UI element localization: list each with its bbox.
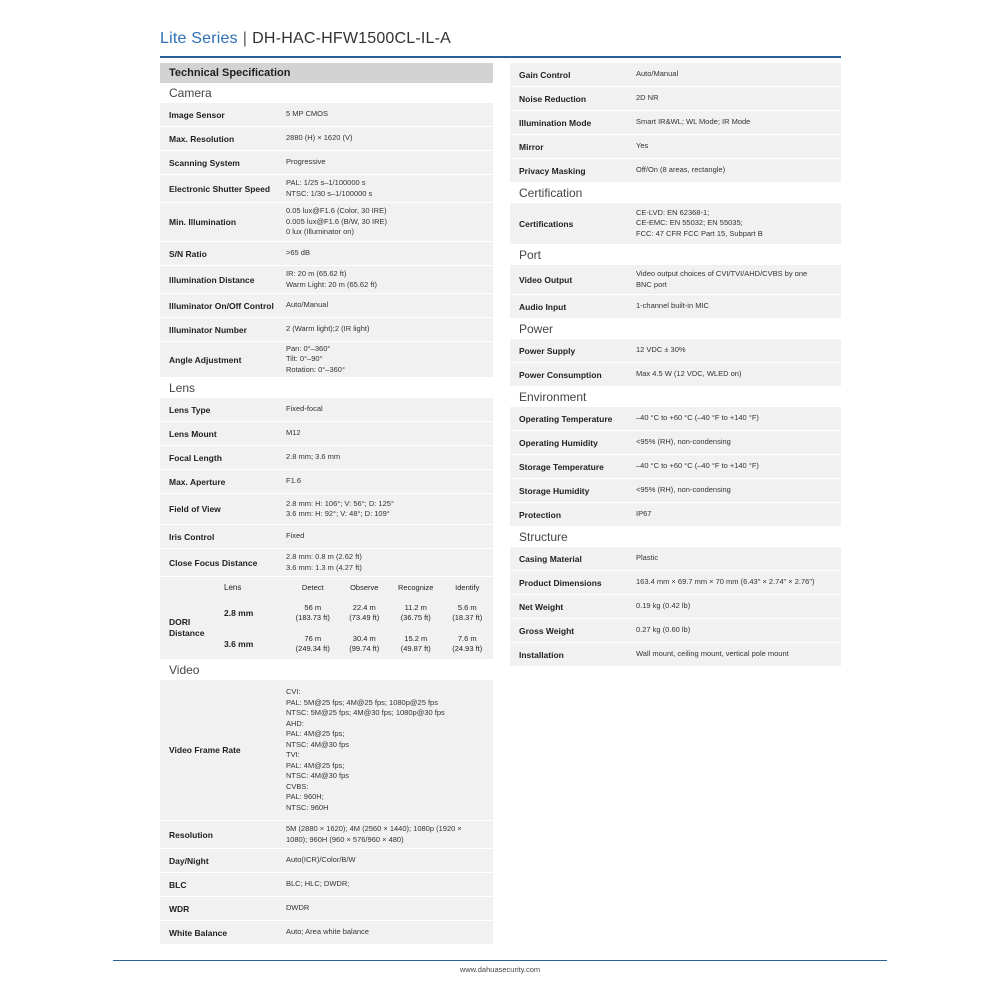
spec-value: –40 °C to +60 °C (–40 °F to +140 °F) [636, 413, 759, 423]
page-header [160, 30, 451, 48]
spec-label: Product Dimensions [519, 577, 602, 588]
spec-value: Smart IR&WL; WL Mode; IR Mode [636, 117, 751, 127]
spec-label: Protection [519, 509, 562, 520]
spec-value: 0.19 kg (0.42 lb) [636, 601, 691, 611]
spec-label: Illuminator On/Off Control [169, 300, 274, 311]
section-video-cont [510, 63, 841, 183]
spec-label: Certifications [519, 218, 574, 229]
dori-header-row [160, 577, 493, 597]
spec-value: CVI: PAL: 5M@25 fps; 4M@25 fps; 1080p@25 fps NTSC: 5M@25 fps; 4M@30 fps; 1080p@30 fps AHD: PAL: 4M@25 fps; NTSC: 4M@30 fps TVI: PAL: 4M@25 fps; NTSC: 4M@30 fps CVBS: PAL: 960H; NTSC: 960H [286, 687, 445, 812]
right-column [510, 63, 841, 667]
spec-label: Casing Material [519, 553, 582, 564]
spec-value: Yes [636, 141, 649, 151]
spec-row [160, 525, 493, 549]
spec-label: Iris Control [169, 531, 215, 542]
section-title: Environment [519, 390, 587, 404]
spec-label: Storage Temperature [519, 461, 604, 472]
spec-row [160, 342, 493, 378]
spec-value: 2.8 mm: H: 106°; V: 56°; D: 125° 3.6 mm: H: 92°; V: 48°; D: 109° [286, 498, 394, 518]
spec-value: 2 (Warm light);2 (IR light) [286, 324, 370, 334]
dori-cell: 76 m (249.34 ft) [295, 633, 330, 653]
spec-value: Auto; Area white balance [286, 927, 369, 937]
section-lens [160, 378, 493, 660]
tech-spec-title: Technical Specification [160, 63, 493, 83]
spec-value: 2D NR [636, 93, 659, 103]
spec-row [160, 446, 493, 470]
spec-label: Lens Type [169, 404, 211, 415]
footer-rule [113, 960, 887, 961]
spec-value: <95% (RH), non-condensing [636, 437, 731, 447]
spec-label: Lens Mount [169, 428, 217, 439]
spec-label: Image Sensor [169, 109, 225, 120]
spec-row [510, 265, 841, 295]
dori-cell: 5.6 m (18.37 ft) [452, 602, 483, 622]
spec-label: Noise Reduction [519, 93, 587, 104]
spec-row [160, 266, 493, 294]
section-port [510, 245, 841, 319]
spec-row [510, 431, 841, 455]
spec-value: >65 dB [286, 248, 310, 258]
dori-row [222, 597, 493, 628]
spec-label: Gross Weight [519, 625, 575, 636]
spec-row [510, 455, 841, 479]
dori-column-header: Observe [350, 582, 379, 592]
dori-cell: 7.6 m (24.93 ft) [452, 633, 483, 653]
spec-value: Auto(ICR)/Color/B/W [286, 855, 356, 865]
spec-value: F1.6 [286, 476, 302, 486]
spec-label: Max. Resolution [169, 133, 235, 144]
spec-label: Operating Humidity [519, 437, 598, 448]
footer-url: www.dahuasecurity.com [459, 965, 541, 974]
spec-value: IR: 20 m (65.62 ft) Warm Light: 20 m (65.62 ft) [286, 269, 378, 289]
spec-label: Illumination Distance [169, 274, 255, 285]
spec-value: 1-channel built-in MIC [636, 301, 709, 311]
dori-row [222, 628, 493, 659]
spec-value: 0.05 lux@F1.6 (Color, 30 IRE) 0.005 lux@F1.6 (B/W, 30 IRE) 0 lux (Illuminator on) [286, 206, 387, 237]
section-title: Video [169, 663, 200, 677]
dori-cell: 56 m (183.73 ft) [295, 602, 330, 622]
spec-value: Auto/Manual [286, 300, 329, 310]
spec-value: Off/On (8 areas, rectangle) [636, 165, 726, 175]
spec-label: Audio Input [519, 301, 567, 312]
spec-row [160, 398, 493, 422]
dori-column-header: Detect [301, 582, 324, 592]
section-camera [160, 83, 493, 378]
spec-row [160, 127, 493, 151]
spec-row [160, 494, 493, 525]
spec-row [160, 470, 493, 494]
spec-row [160, 921, 493, 945]
spec-row [510, 135, 841, 159]
spec-label: Gain Control [519, 69, 571, 80]
spec-label: Close Focus Distance [169, 557, 258, 568]
spec-value: 163.4 mm × 69.7 mm × 70 mm (6.43" × 2.74" × 2.76") [636, 577, 815, 587]
spec-value: 2880 (H) × 1620 (V) [286, 133, 353, 143]
spec-value: 0.27 kg (0.60 lb) [636, 625, 691, 635]
spec-row [160, 897, 493, 921]
spec-value: IP67 [636, 509, 652, 519]
spec-value: Fixed-focal [286, 404, 323, 414]
spec-label: Illuminator Number [169, 324, 247, 335]
section-certification [510, 183, 841, 245]
spec-value: Fixed [286, 531, 305, 541]
spec-row [160, 849, 493, 873]
section-environment [510, 387, 841, 527]
spec-value: CE-LVD: EN 62368-1; CE-EMC: EN 55032; EN 55035; FCC: 47 CFR FCC Part 15, Subpart B [636, 207, 763, 238]
dori-cell: 15.2 m (49.87 ft) [400, 633, 431, 653]
section-title: Structure [519, 530, 568, 544]
spec-row [160, 549, 493, 577]
spec-label: Field of View [169, 504, 221, 514]
spec-row [160, 203, 493, 242]
spec-value: Pan: 0°–360° Tilt: 0°–90° Rotation: 0°–360° [286, 343, 345, 374]
section-title: Certification [519, 186, 583, 200]
spec-row [510, 619, 841, 643]
spec-label: Video Frame Rate [169, 745, 241, 755]
spec-row [510, 407, 841, 431]
spec-value: DWDR [286, 903, 310, 913]
spec-value: Video output choices of CVI/TVI/AHD/CVBS by one BNC port [636, 269, 808, 289]
section-title: Port [519, 248, 542, 262]
spec-row [160, 151, 493, 175]
spec-value: 2.8 mm: 0.8 m (2.62 ft) 3.6 mm: 1.3 m (4.27 ft) [286, 552, 362, 572]
spec-row [160, 103, 493, 127]
spec-value: Progressive [286, 157, 326, 167]
dori-table [160, 597, 493, 660]
dori-cell: 22.4 m (73.49 ft) [349, 602, 380, 622]
spec-row [510, 203, 841, 245]
dori-lens: 2.8 mm [224, 607, 254, 618]
spec-label: Power Supply [519, 345, 576, 356]
section-title: Lens [169, 381, 196, 395]
spec-label: Mirror [519, 141, 544, 152]
spec-label: Privacy Masking [519, 165, 586, 176]
spec-row [510, 339, 841, 363]
spec-row [510, 595, 841, 619]
spec-label: Day/Night [169, 855, 209, 866]
spec-row [510, 111, 841, 135]
dori-column-header: Recognize [398, 582, 434, 592]
spec-value: 5 MP CMOS [286, 109, 328, 119]
spec-label: S/N Ratio [169, 248, 207, 259]
section-video [160, 660, 493, 945]
spec-row [160, 873, 493, 897]
spec-row [160, 821, 493, 849]
section-structure [510, 527, 841, 667]
spec-value: <95% (RH), non-condensing [636, 485, 731, 495]
spec-value: Auto/Manual [636, 69, 679, 79]
dori-column-header: Identify [455, 582, 480, 592]
spec-label: Net Weight [519, 601, 564, 612]
left-column [160, 63, 493, 945]
spec-label: Illumination Mode [519, 117, 592, 128]
spec-row [510, 295, 841, 319]
spec-label: Focal Length [169, 452, 222, 463]
header-rule [160, 56, 841, 58]
spec-value: 2.8 mm; 3.6 mm [286, 452, 341, 462]
spec-row [510, 479, 841, 503]
dori-cell: 30.4 m (99.74 ft) [349, 633, 380, 653]
spec-label: Resolution [169, 829, 213, 840]
spec-row [510, 643, 841, 667]
spec-label: Installation [519, 649, 564, 660]
dori-label: DORI Distance [169, 617, 205, 638]
spec-row [510, 363, 841, 387]
spec-label: White Balance [169, 927, 228, 938]
spec-value: PAL: 1/25 s–1/100000 s NTSC: 1/30 s–1/100000 s [286, 178, 373, 198]
spec-label: Angle Adjustment [169, 354, 242, 365]
section-title: Power [519, 322, 554, 336]
spec-row [160, 242, 493, 266]
spec-value: Wall mount, ceiling mount, vertical pole mount [636, 649, 789, 659]
spec-value: 12 VDC ± 30% [636, 345, 686, 355]
spec-row [510, 547, 841, 571]
spec-row [160, 175, 493, 203]
spec-row [160, 294, 493, 318]
spec-value: BLC; HLC; DWDR; [286, 879, 350, 889]
model-name: DH-HAC-HFW1500CL-IL-A [252, 30, 452, 47]
series-name: Lite Series [160, 30, 238, 47]
dori-grid [222, 597, 493, 659]
spec-label: Power Consumption [519, 369, 602, 380]
spec-value: –40 °C to +60 °C (–40 °F to +140 °F) [636, 461, 759, 471]
spec-value: 5M (2880 × 1620); 4M (2560 × 1440); 1080p (1920 × 1080); 960H (960 × 576/960 × 480) [286, 824, 462, 844]
spec-label: BLC [169, 879, 187, 890]
spec-value: Max 4.5 W (12 VDC, WLED on) [636, 369, 742, 379]
spec-value: M12 [286, 428, 301, 438]
spec-label: Video Output [519, 274, 573, 285]
spec-value: Plastic [636, 553, 659, 563]
section-power [510, 319, 841, 387]
spec-label: Operating Temperature [519, 413, 613, 424]
spec-row [510, 159, 841, 183]
spec-row [510, 503, 841, 527]
spec-row [510, 87, 841, 111]
spec-label: WDR [169, 903, 190, 914]
spec-label: Scanning System [169, 157, 240, 168]
dori-lens: 3.6 mm [224, 638, 254, 649]
spec-row [160, 680, 493, 821]
spec-label: Storage Humidity [519, 485, 590, 496]
spec-row [510, 571, 841, 595]
section-title: Camera [169, 86, 212, 100]
dori-cell: 11.2 m (36.75 ft) [400, 602, 431, 622]
spec-label: Max. Aperture [169, 476, 226, 487]
spec-row [160, 318, 493, 342]
spec-label: Min. Illumination [169, 217, 237, 227]
spec-label: Electronic Shutter Speed [169, 183, 271, 194]
spec-row [160, 422, 493, 446]
header-separator: | [242, 30, 248, 47]
spec-row [510, 63, 841, 87]
dori-lens-header: Lens [224, 582, 242, 592]
